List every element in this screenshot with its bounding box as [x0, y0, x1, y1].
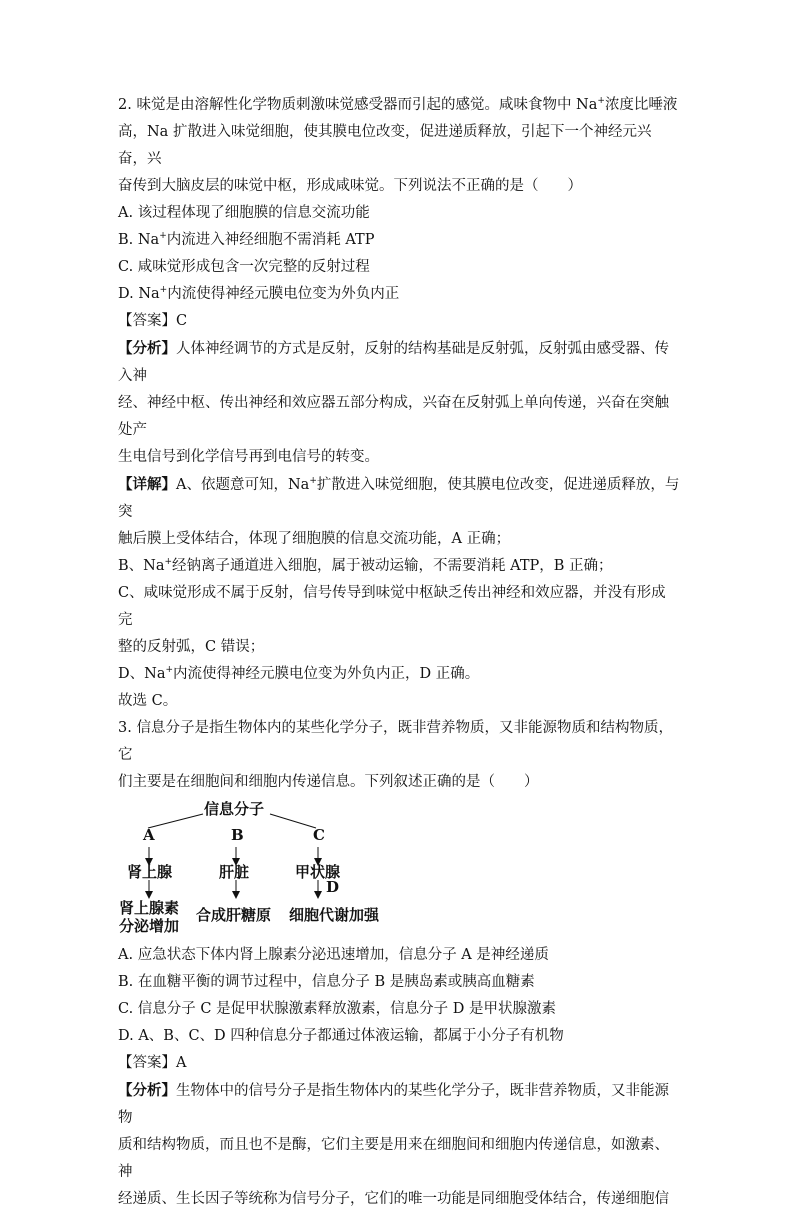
- document-page: [118, 92, 680, 1213]
- q2-option-a: A. 该过程体现了细胞膜的信息交流功能: [118, 205, 370, 221]
- diagram-branch-a: A: [143, 826, 155, 844]
- q3-stem-line-1: 3. 信息分子是指生物体内的某些化学分子，既非营养物质，又非能源物质和结构物质，它: [118, 720, 673, 763]
- q2-detail-a-line-1: 【详解】A、依题意可知，Na+扩散进入味觉细胞，使其膜电位改变，促进递质释放，与突: [118, 476, 680, 520]
- q2-detail-a-line-2: 触后膜上受体结合，体现了细胞膜的信息交流功能，A 正确；: [118, 531, 511, 547]
- q2-stem-line-2: 高，Na 扩散进入味觉细胞，使其膜电位改变，促进递质释放，引起下一个神经元兴奋，兴: [118, 124, 652, 167]
- q3-answer: 【答案】A: [118, 1055, 187, 1071]
- q3-analysis-line-1: 【分析】生物体中的信号分子是指生物体内的某些化学分子，既非营养物质，又非能源物: [118, 1082, 669, 1126]
- q2-option-c: C. 咸味觉形成包含一次完整的反射过程: [118, 259, 370, 275]
- diagram-effect-b: 合成肝糖原: [196, 906, 272, 924]
- q2-option-b: B. Na+内流进入神经细胞不需消耗 ATP: [118, 231, 375, 248]
- q2-option-d: D. Na+内流使得神经元膜电位变为外负内正: [118, 285, 400, 302]
- branch-line-a: [148, 814, 203, 828]
- diagram-organ-adrenal: 肾上腺: [127, 863, 173, 881]
- q3-option-b: B. 在血糖平衡的调节过程中，信息分子 B 是胰岛素或胰高血糖素: [118, 974, 535, 990]
- q2-stem-line-3: 奋传到大脑皮层的味觉中枢，形成咸味觉。下列说法不正确的是（ ）: [118, 178, 582, 194]
- q2-analysis-line-2: 经、神经中枢、传出神经和效应器五部分构成，兴奋在反射弧上单向传递，兴奋在突触处产: [118, 395, 669, 438]
- q2-analysis-line-3: 生电信号到化学信号再到电信号的转变。: [118, 449, 379, 465]
- diagram-effect-a-line-2: 分泌增加: [119, 917, 180, 935]
- diagram-branch-c: C: [313, 826, 325, 844]
- q2-conclusion: 故选 C。: [118, 693, 178, 709]
- q2-analysis-line-1: 【分析】人体神经调节的方式是反射，反射的结构基础是反射弧，反射弧由感受器、传入神: [118, 340, 669, 384]
- q3-stem-line-2: 们主要是在细胞间和细胞内传递信息。下列叙述正确的是（ ）: [118, 774, 539, 790]
- diagram-organ-liver: 肝脏: [219, 863, 250, 881]
- signal-molecule-diagram: [118, 800, 680, 936]
- q3-analysis-line-3: 经递质、生长因子等统称为信号分子，它们的唯一功能是同细胞受体结合，传递细胞信: [118, 1191, 669, 1207]
- q3-analysis-tag: 【分析】: [118, 1082, 176, 1099]
- q2-detail-c-line-1: C、咸味觉形成不属于反射，信号传导到味觉中枢缺乏传出神经和效应器，并没有形成完: [118, 585, 666, 628]
- q2-analysis-tag: 【分析】: [118, 340, 176, 357]
- q2-stem-line-1: 2. 味觉是由溶解性化学物质刺激味觉感受器而引起的感觉。咸味食物中 Na+浓度比唾液: [118, 96, 678, 113]
- diagram-label-d: D: [326, 878, 340, 896]
- q3-option-a: A. 应急状态下体内肾上腺素分泌迅速增加，信息分子 A 是神经递质: [118, 947, 549, 963]
- diagram-branch-b: B: [231, 826, 244, 844]
- diagram-effect-c: 细胞代谢加强: [289, 906, 380, 924]
- q3-option-d: D. A、B、C、D 四种信息分子都通过体液运输，都属于小分子有机物: [118, 1028, 564, 1044]
- q2-detail-b: B、Na+经钠离子通道进入细胞，属于被动运输，不需要消耗 ATP，B 正确；: [118, 557, 613, 574]
- q2-answer: 【答案】C: [118, 313, 188, 329]
- q2-detail-tag: 【详解】: [118, 476, 176, 493]
- diagram-root: 信息分子: [204, 800, 265, 818]
- q3-option-c: C. 信息分子 C 是促甲状腺激素释放激素，信息分子 D 是甲状腺激素: [118, 1001, 556, 1017]
- diagram-effect-a-line-1: 肾上腺素: [119, 899, 180, 917]
- q2-detail-c-line-2: 整的反射弧，C 错误；: [118, 639, 265, 655]
- q2-detail-d: D、Na+内流使得神经元膜电位变为外负内正，D 正确。: [118, 665, 480, 682]
- diagram-organ-thyroid: 甲状腺: [295, 863, 341, 881]
- branch-line-c: [270, 814, 316, 828]
- q3-analysis-line-2: 质和结构物质，而且也不是酶，它们主要是用来在细胞间和细胞内传递信息，如激素、神: [118, 1137, 669, 1180]
